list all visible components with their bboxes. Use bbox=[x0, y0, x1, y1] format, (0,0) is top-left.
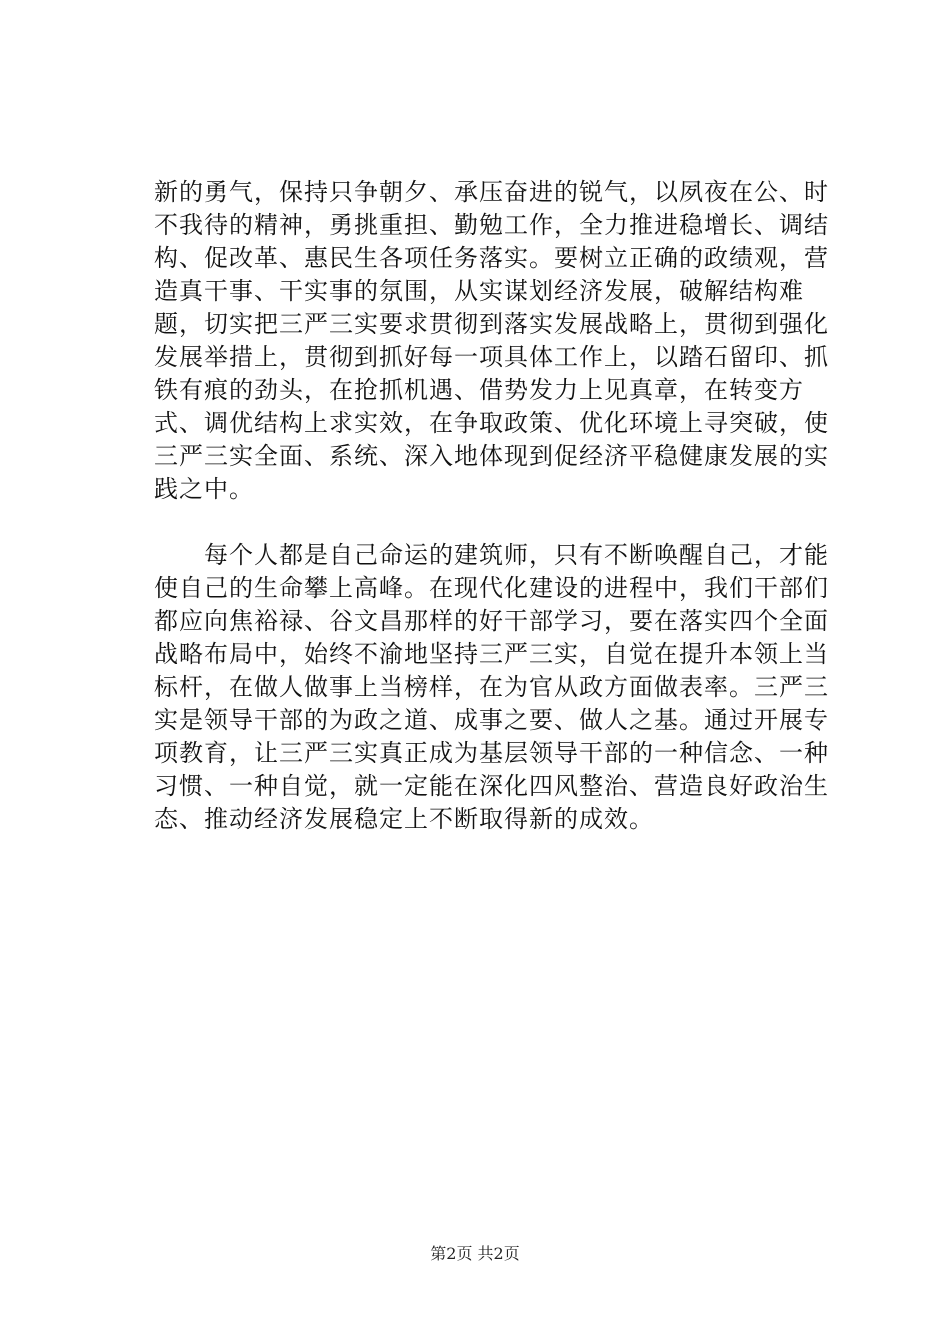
paragraph-closing: 每个人都是自己命运的建筑师，只有不断唤醒自己，才能使自己的生命攀上高峰。在现代化建设的进程中，我们干部们都应向焦裕禄、谷文昌那样的好干部学习，要在落实四个全面战略布局中，始终不渝地坚持三严三实，自觉在提升本领上当标杆，在做人做事上当榜样，在为官从政方面做表率。三严三实是领导干部的为政之道、成事之要、做人之基。通过开展专项教育，让三严三实真正成为基层领导干部的一种信念、一种习惯、一种自觉，就一定能在深化四风整治、营造良好政治生态、推动经济发展稳定上不断取得新的成效。 bbox=[154, 541, 829, 833]
paragraph-continuation: 新的勇气，保持只争朝夕、承压奋进的锐气，以夙夜在公、时不我待的精神，勇挑重担、勤勉工作，全力推进稳增长、调结构、促改革、惠民生各项任务落实。要树立正确的政绩观，营造真干事、干实事的氛围，从实谋划经济发展，破解结构难题，切实把三严三实要求贯彻到落实发展战略上，贯彻到强化发展举措上，贯彻到抓好每一项具体工作上，以踏石留印、抓铁有痕的劲头，在抢抓机遇、借势发力上见真章，在转变方式、调优结构上求实效，在争取政策、优化环境上寻突破，使三严三实全面、系统、深入地体现到促经济平稳健康发展的实践之中。 bbox=[154, 178, 829, 503]
page-number-footer: 第2页 共2页 bbox=[430, 1244, 520, 1263]
document-body bbox=[154, 176, 844, 836]
